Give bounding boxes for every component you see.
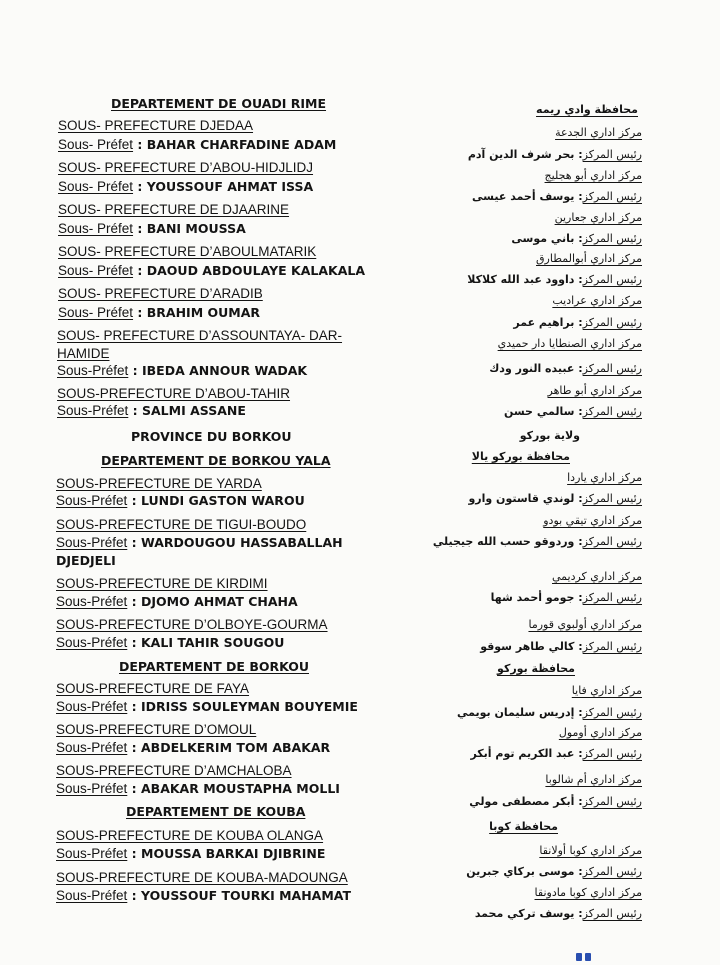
- subprefect-aboulmatarik: [58, 263, 365, 278]
- arabic-name: : جومو أحمد شها: [490, 591, 583, 604]
- subprefect-faya: [56, 699, 358, 714]
- arabic-head-djaarine: [511, 232, 642, 245]
- arabic-center-omoul: مركز اداري أومول: [558, 726, 642, 739]
- arabic-role-label: رئيس المركز: [582, 362, 642, 375]
- arabic-name: : يوسف أحمد عيسى: [472, 190, 583, 203]
- arabic-center-abou-hidjlidj: مركز اداري أبو هجليج: [544, 169, 642, 182]
- subprefect-label: Sous-Préfet: [56, 740, 128, 755]
- subprefecture-aradib: SOUS- PREFECTURE D’ARADIB: [58, 286, 263, 301]
- subprefect-label: Sous- Préfet: [58, 137, 134, 152]
- subprefect-label: Sous-Préfet: [56, 699, 128, 714]
- arabic-center-tigui-boudo: مركز اداري تيقي بودو: [543, 514, 642, 527]
- province-heading-borkou: PROVINCE DU BORKOU: [131, 429, 292, 444]
- arabic-role-label: رئيس المركز: [582, 148, 642, 161]
- arabic-name: : إدريس سليمان بويمي: [456, 706, 583, 719]
- department-heading-ouadi-rime: DEPARTEMENT DE OUADI RIME: [111, 96, 327, 111]
- arabic-role-label: رئيس المركز: [582, 865, 642, 878]
- arabic-role-label: رئيس المركز: [582, 535, 642, 548]
- arabic-center-amchaloba: مركز اداري أم شالوبا: [545, 773, 642, 786]
- arabic-head-amchaloba: [469, 795, 642, 808]
- arabic-province-borkou: ولاية بوركو: [519, 429, 580, 442]
- arabic-name: : أبكر مصطفى مولي: [469, 795, 583, 808]
- subprefect-name: : YOUSSOUF TOURKI MAHAMAT: [127, 888, 352, 903]
- arabic-role-label: رئيس المركز: [582, 640, 642, 653]
- subprefect-name: : YOUSSOUF AHMAT ISSA: [133, 179, 314, 194]
- subprefecture-omoul: SOUS-PREFECTURE D’OMOUL: [56, 722, 257, 737]
- subprefecture-kouba-madounga: SOUS-PREFECTURE DE KOUBA-MADOUNGA: [56, 870, 348, 885]
- arabic-center-kouba-olanga: مركز اداري كوبا أولانقا: [539, 844, 642, 857]
- subprefecture-aboulmatarik: SOUS- PREFECTURE D’ABOULMATARIK: [58, 244, 317, 259]
- arabic-role-label: رئيس المركز: [582, 232, 642, 245]
- subprefect-djedaa: [58, 137, 336, 152]
- arabic-role-label: رئيس المركز: [582, 747, 642, 760]
- subprefect-name: : WARDOUGOU HASSABALLAH: [127, 535, 343, 550]
- arabic-head-omoul: [470, 747, 642, 760]
- subprefect-label: Sous-Préfet: [56, 846, 128, 861]
- arabic-center-djaarine: مركز اداري جعارين: [554, 211, 642, 224]
- arabic-heading-kouba: محافظة كوبا: [489, 820, 558, 833]
- subprefecture-amchaloba: SOUS-PREFECTURE D’AMCHALOBA: [56, 763, 292, 778]
- arabic-name: : بحر شرف الدين آدم: [467, 148, 583, 161]
- arabic-name: : وردوقو حسب الله جيجيلي: [432, 535, 583, 548]
- arabic-center-yarda: مركز اداري ياردا: [567, 471, 642, 484]
- subprefect-label: Sous-Préfet: [57, 403, 129, 418]
- subprefect-tigui-boudo: [56, 535, 343, 550]
- subprefect-label: Sous- Préfet: [58, 179, 134, 194]
- arabic-head-abou-hidjlidj: [472, 190, 642, 203]
- subprefect-yarda: [56, 493, 305, 508]
- arabic-head-olboye-gourma: [480, 640, 642, 653]
- subprefect-name: : DJOMO AHMAT CHAHA: [127, 594, 298, 609]
- subprefect-abou-hidjlidj: [58, 179, 313, 194]
- subprefect-label: Sous- Préfet: [58, 263, 134, 278]
- subprefecture-tigui-boudo: SOUS-PREFECTURE DE TIGUI-BOUDO: [56, 517, 307, 532]
- subprefecture-kouba-olanga: SOUS-PREFECTURE DE KOUBA OLANGA: [56, 828, 324, 843]
- department-heading-borkou-yala: DEPARTEMENT DE BORKOU YALA: [101, 453, 331, 468]
- subprefecture-djedaa: SOUS- PREFECTURE DJEDAA: [58, 118, 254, 133]
- arabic-role-label: رئيس المركز: [582, 273, 642, 286]
- subprefect-name: : SALMI ASSANE: [128, 403, 246, 418]
- ink-mark-decoration: [576, 946, 598, 954]
- subprefect-label: Sous-Préfet: [56, 594, 128, 609]
- arabic-name: : داوود عبد الله كلاكلا: [467, 273, 583, 286]
- arabic-head-tigui-boudo: [433, 535, 642, 548]
- subprefect-label: Sous-Préfet: [57, 363, 129, 378]
- arabic-center-kirdimi: مركز اداري كرديمي: [552, 570, 642, 583]
- arabic-heading-wadi-rime: محافظة وادي ريمه: [536, 103, 638, 116]
- arabic-center-djedaa: مركز اداري الجدعة: [555, 126, 642, 139]
- arabic-role-label: رئيس المركز: [582, 316, 642, 329]
- subprefect-name: : BRAHIM OUMAR: [133, 305, 260, 320]
- subprefecture-assountaya: SOUS- PREFECTURE D’ASSOUNTAYA- DAR-: [57, 328, 343, 343]
- arabic-name: : سالمي حسن: [503, 405, 583, 418]
- arabic-role-label: رئيس المركز: [582, 190, 642, 203]
- arabic-role-label: رئيس المركز: [582, 706, 642, 719]
- subprefect-abou-tahir: [57, 403, 246, 418]
- subprefecture-yarda: SOUS-PREFECTURE DE YARDA: [56, 476, 262, 491]
- arabic-role-label: رئيس المركز: [582, 492, 642, 505]
- subprefect-name: : BAHAR CHARFADINE ADAM: [133, 137, 337, 152]
- arabic-head-faya: [457, 706, 642, 719]
- arabic-role-label: رئيس المركز: [582, 405, 642, 418]
- subprefect-label: Sous-Préfet: [56, 781, 128, 796]
- arabic-head-kouba-olanga: [466, 865, 642, 878]
- subprefect-name: : BANI MOUSSA: [133, 221, 246, 236]
- subprefect-djaarine: [58, 221, 246, 236]
- subprefect-assountaya: [57, 363, 307, 378]
- subprefect-omoul: [56, 740, 330, 755]
- subprefecture-faya: SOUS-PREFECTURE DE FAYA: [56, 681, 250, 696]
- subprefect-label: Sous-Préfet: [56, 535, 128, 550]
- subprefecture-kirdimi: SOUS-PREFECTURE DE KIRDIMI: [56, 576, 268, 591]
- arabic-name: : موسى بركاي جبرين: [466, 865, 583, 878]
- subprefecture-abou-tahir: SOUS-PREFECTURE D’ABOU-TAHIR: [57, 386, 291, 401]
- arabic-center-kouba-madounga: مركز اداري كوبا مادونقا: [534, 886, 642, 899]
- arabic-center-abou-tahir: مركز اداري أبو طاهر: [547, 384, 642, 397]
- subprefect-name: : MOUSSA BARKAI DJIBRINE: [127, 846, 326, 861]
- arabic-name: : عبيده النور ودك: [489, 362, 583, 375]
- subprefecture-olboye-gourma: SOUS-PREFECTURE D’OLBOYE-GOURMA: [56, 617, 328, 632]
- subprefect-name: : DAOUD ABDOULAYE KALAKALA: [133, 263, 366, 278]
- arabic-head-yarda: [468, 492, 642, 505]
- subprefect-name: : LUNDI GASTON WAROU: [127, 493, 305, 508]
- arabic-heading-borkou-yala: محافظة بوركو يالا: [471, 450, 570, 463]
- arabic-head-aboulmatarik: [467, 273, 642, 286]
- subprefect-name: : ABDELKERIM TOM ABAKAR: [127, 740, 331, 755]
- arabic-role-label: رئيس المركز: [582, 907, 642, 920]
- arabic-head-aradib: [513, 316, 642, 329]
- arabic-center-olboye-gourma: مركز اداري أولبوي قورما: [528, 618, 642, 631]
- department-heading-kouba: DEPARTEMENT DE KOUBA: [126, 804, 306, 819]
- subprefect-label: Sous- Préfet: [58, 305, 134, 320]
- arabic-center-faya: مركز اداري فايا: [571, 684, 642, 697]
- subprefect-name: : ABAKAR MOUSTAPHA MOLLI: [127, 781, 340, 796]
- subprefecture-assountaya-cont: HAMIDE: [57, 346, 110, 361]
- subprefecture-abou-hidjlidj: SOUS- PREFECTURE D’ABOU-HIDJLIDJ: [58, 160, 314, 175]
- arabic-center-aradib: مركز اداري عراديب: [552, 294, 642, 307]
- arabic-name: : يوسف تركي محمد: [474, 907, 583, 920]
- subprefect-aradib: [58, 305, 260, 320]
- subprefect-name-cont: DJEDJELI: [56, 553, 116, 568]
- arabic-name: : كالي طاهر سوقو: [480, 640, 583, 653]
- arabic-head-djedaa: [468, 148, 642, 161]
- arabic-name: : باني موسى: [511, 232, 583, 245]
- subprefect-label: Sous-Préfet: [56, 493, 128, 508]
- subprefect-name: : IBEDA ANNOUR WADAK: [128, 363, 308, 378]
- arabic-center-aboulmatarik: مركز اداري أبوالمطارق: [536, 252, 642, 265]
- subprefecture-djaarine: SOUS- PREFECTURE DE DJAARINE: [58, 202, 290, 217]
- subprefect-name: : KALI TAHIR SOUGOU: [127, 635, 285, 650]
- subprefect-label: Sous- Préfet: [58, 221, 134, 236]
- subprefect-amchaloba: [56, 781, 340, 796]
- arabic-name: : عبد الكريم توم أبكر: [470, 747, 583, 760]
- subprefect-kirdimi: [56, 594, 298, 609]
- subprefect-kouba-olanga: [56, 846, 325, 861]
- department-heading-borkou: DEPARTEMENT DE BORKOU: [119, 659, 309, 674]
- subprefect-name: : IDRISS SOULEYMAN BOUYEMIE: [127, 699, 358, 714]
- arabic-head-abou-tahir: [504, 405, 642, 418]
- arabic-role-label: رئيس المركز: [582, 795, 642, 808]
- arabic-head-kirdimi: [491, 591, 642, 604]
- subprefect-label: Sous-Préfet: [56, 888, 128, 903]
- arabic-head-assountaya: [489, 362, 642, 375]
- arabic-name: : براهيم عمر: [513, 316, 583, 329]
- subprefect-kouba-madounga: [56, 888, 351, 903]
- subprefect-label: Sous-Préfet: [56, 635, 128, 650]
- arabic-heading-borkou: محافظة بوركو: [497, 662, 575, 675]
- arabic-name: : لوندي قاستون وارو: [468, 492, 583, 505]
- arabic-head-kouba-madounga: [475, 907, 642, 920]
- arabic-role-label: رئيس المركز: [582, 591, 642, 604]
- subprefect-olboye-gourma: [56, 635, 284, 650]
- arabic-center-assountaya: مركز اداري الصنطايا دار حميدي: [497, 337, 642, 350]
